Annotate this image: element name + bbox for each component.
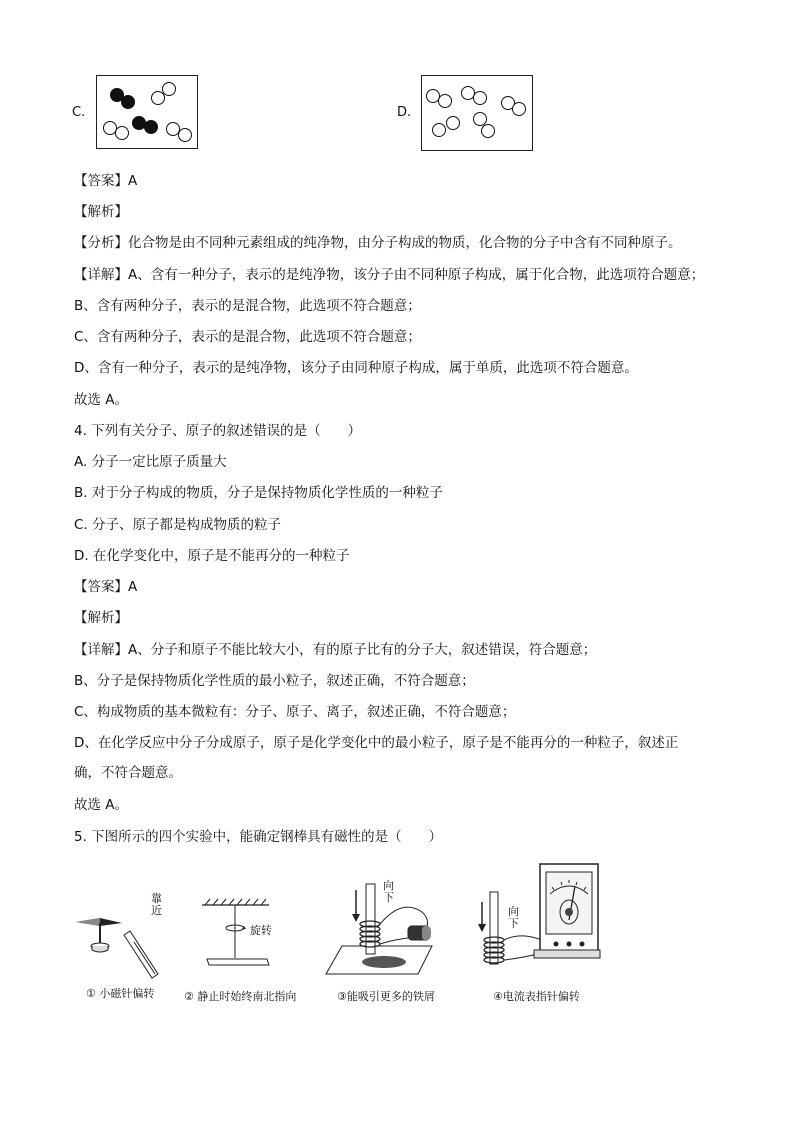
q4-option-c: C. 分子、原子都是构成物质的粒子 bbox=[74, 517, 282, 533]
q4-stem: 4. 下列有关分子、原子的叙述错误的是（ ） bbox=[74, 423, 362, 439]
fig3-caption: ③能吸引更多的铁屑 bbox=[337, 990, 435, 1003]
white-atom bbox=[439, 95, 452, 108]
q3-answer: 【答案】A bbox=[74, 173, 138, 189]
white-atom bbox=[433, 124, 446, 137]
white-atom bbox=[513, 103, 526, 116]
black-atom bbox=[145, 121, 158, 134]
white-atom bbox=[152, 92, 165, 105]
q5-stem: 5. 下图所示的四个实验中，能确定钢棒具有磁性的是（ ） bbox=[74, 829, 443, 845]
fig4-coil-ammeter bbox=[478, 860, 602, 980]
q4-detail-a: 【详解】A、分子和原子不能比较大小，有的原子比有的分子大，叙述错误，符合题意； bbox=[74, 642, 597, 658]
q3-detail-d: D、含有一种分子，表示的是纯净物，该分子由同种原子构成，属于单质，此选项不符合题意。 bbox=[74, 360, 638, 376]
white-atom bbox=[474, 92, 487, 105]
q4-choose: 故选 A。 bbox=[74, 797, 129, 813]
q3-detail-b: B、含有两种分子，表示的是混合物，此选项不符合题意； bbox=[74, 298, 421, 314]
q4-answer: 【答案】A bbox=[74, 579, 138, 595]
option-d-diagram bbox=[421, 75, 533, 151]
fig2-caption: ② 静止时始终南北指向 bbox=[184, 990, 297, 1003]
q3-fenxi: 【分析】化合物是由不同种元素组成的纯净物，由分子构成的物质，化合物的分子中含有不同种原子。 bbox=[74, 235, 682, 251]
q4-detail-c: C、构成物质的基本微粒有：分子、原子、离子，叙述正确，不符合题意； bbox=[74, 704, 516, 720]
q4-option-d: D. 在化学变化中，原子是不能再分的一种粒子 bbox=[74, 548, 350, 564]
q3-detail-c: C、含有两种分子，表示的是混合物，此选项不符合题意； bbox=[74, 329, 421, 345]
white-atom bbox=[179, 129, 192, 142]
black-atom bbox=[133, 117, 146, 130]
q3-choose: 故选 A。 bbox=[74, 392, 129, 408]
white-atom bbox=[163, 83, 176, 96]
white-atom bbox=[116, 127, 129, 140]
white-atom bbox=[462, 87, 475, 100]
q4-analysis-heading: 【解析】 bbox=[74, 610, 128, 626]
fig3-down-label: 向下 bbox=[383, 879, 394, 904]
fig4-caption: ④电流表指针偏转 bbox=[493, 990, 580, 1003]
q4-detail-d-line2: 确，不符合题意。 bbox=[74, 765, 182, 781]
fig4-down-label: 向下 bbox=[508, 905, 519, 930]
option-c-label: C. bbox=[72, 105, 86, 120]
black-atom bbox=[122, 96, 135, 109]
white-atom bbox=[474, 113, 487, 126]
q4-option-a: A. 分子一定比原子质量大 bbox=[74, 454, 227, 470]
fig1-caption: ① 小磁针偏转 bbox=[86, 987, 155, 1000]
white-atom bbox=[482, 125, 495, 138]
fig2-rotate-label: 旋转 bbox=[250, 924, 272, 937]
option-d-label: D. bbox=[397, 105, 412, 120]
fig3-coil-iron-filings bbox=[322, 876, 440, 976]
q4-detail-b: B、分子是保持物质化学性质的最小粒子，叙述正确，不符合题意； bbox=[74, 673, 475, 689]
option-c-diagram bbox=[96, 75, 198, 149]
fig1-approach-label: 靠近 bbox=[151, 892, 162, 917]
q4-detail-d-line1: D、在化学反应中分子分成原子，原子是化学变化中的最小粒子，原子是不能再分的一种粒子，叙述正 bbox=[74, 735, 679, 751]
white-atom bbox=[427, 90, 440, 103]
white-atom bbox=[447, 117, 460, 130]
white-atom bbox=[104, 122, 117, 135]
q4-option-b: B. 对于分子构成的物质，分子是保持物质化学性质的一种粒子 bbox=[74, 485, 443, 501]
q3-detail-a: 【详解】A、含有一种分子，表示的是纯净物，该分子由不同种原子构成，属于化合物，此选项符合题意； bbox=[74, 267, 705, 283]
white-atom bbox=[167, 123, 180, 136]
q3-analysis-heading: 【解析】 bbox=[74, 204, 128, 220]
